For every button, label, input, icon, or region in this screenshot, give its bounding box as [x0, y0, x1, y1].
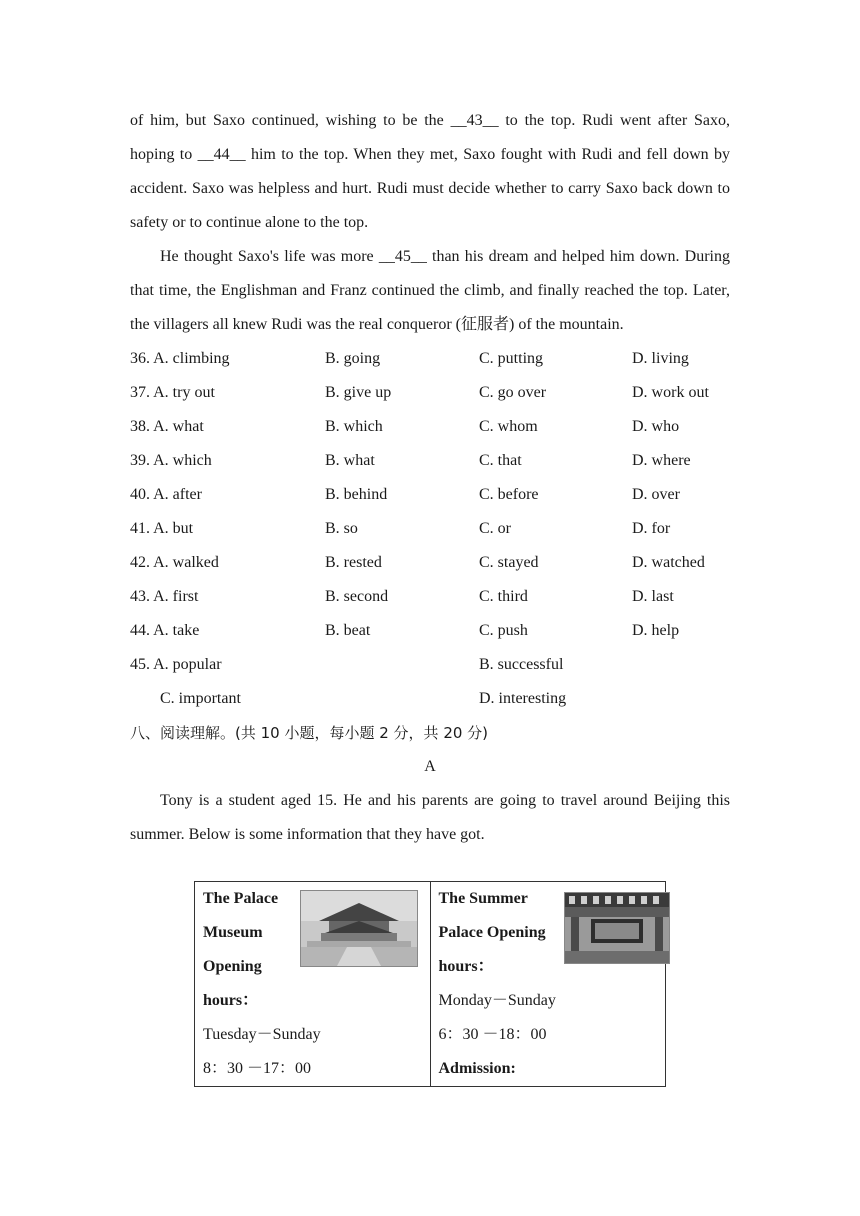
palace-museum-time: 8：30 －17：00 [203, 1060, 312, 1077]
option-c: C. important [160, 690, 241, 707]
option-a: 44. A. take [130, 622, 200, 639]
option-d: D. interesting [479, 690, 567, 707]
option-c: C. stayed [479, 554, 539, 571]
option-c: C. putting [479, 350, 544, 367]
summer-palace-days: Monday－Sunday [438, 992, 556, 1009]
option-a: 37. A. try out [130, 384, 215, 401]
option-d: D. work out [632, 384, 709, 401]
option-d: D. last [632, 588, 674, 605]
option-d: D. over [632, 486, 680, 503]
option-b: B. going [325, 350, 381, 367]
section-heading: 八、阅读理解。(共 10 小题，每小题 2 分，共 20 分) [130, 724, 489, 742]
option-a: 42. A. walked [130, 554, 219, 571]
question-row [130, 614, 730, 648]
palace-museum-photo [300, 890, 418, 967]
option-d: D. help [632, 622, 680, 639]
question-row [130, 546, 730, 580]
question-row [130, 444, 730, 478]
option-b: B. behind [325, 486, 388, 503]
option-a: 45. A. popular [130, 656, 222, 673]
option-a: 40. A. after [130, 486, 202, 503]
option-a: 36. A. climbing [130, 350, 230, 367]
passage-intro: Tony is a student aged 15. He and his parents are going to travel around Beijing this summer. Below is some information that they have got. [130, 792, 730, 843]
document-page [130, 104, 730, 1077]
option-d: D. watched [632, 554, 705, 571]
option-c: C. push [479, 622, 528, 639]
option-d: D. where [632, 452, 691, 469]
option-b: B. beat [325, 622, 371, 639]
option-c: C. that [479, 452, 522, 469]
question-row [130, 342, 730, 376]
passage-paragraph-1: of him, but Saxo continued, wishing to be the __43__ to the top. Rudi went after Saxo, hoping to __44__ him to the top. When they met, Saxo fought with Rudi and fell down by accident. Saxo was helpless and hurt. Rudi must decide whether to carry Saxo back down to safety or to continue alone to the top. [130, 112, 730, 231]
option-d: D. living [632, 350, 689, 367]
question-row [130, 410, 730, 444]
option-a: 43. A. first [130, 588, 199, 605]
passage-letter: A [424, 758, 436, 775]
palace-museum-days: Tuesday－Sunday [203, 1026, 321, 1043]
option-d: D. who [632, 418, 680, 435]
summer-palace-photo [564, 892, 670, 964]
option-c: C. before [479, 486, 539, 503]
option-b: B. give up [325, 384, 392, 401]
option-d: D. for [632, 520, 671, 537]
option-c: C. or [479, 520, 511, 537]
question-row [130, 580, 730, 614]
question-row [130, 478, 730, 512]
option-b: B. what [325, 452, 375, 469]
palace-museum-cell [195, 882, 431, 1087]
option-b: B. second [325, 588, 389, 605]
summer-palace-time: 6：30 －18：00 [438, 1026, 547, 1043]
summer-palace-title-line: Palace Opening [438, 924, 546, 941]
info-table [194, 881, 666, 1087]
summer-palace-admission: Admission: [438, 1060, 516, 1077]
option-b: B. so [325, 520, 358, 537]
passage-paragraph-2: He thought Saxo's life was more __45__ than his dream and helped him down. During that time, the Englishman and Franz continued the climb, and finally reached the top. Later, the villagers all knew Rudi was the real conqueror (征服者) of the mountain. [130, 248, 730, 333]
option-c: C. go over [479, 384, 547, 401]
palace-museum-title-line: The Palace [203, 890, 279, 907]
option-b: B. successful [479, 656, 564, 673]
option-a: 41. A. but [130, 520, 194, 537]
question-row-45-cont [130, 682, 730, 716]
question-row [130, 512, 730, 546]
option-a: 39. A. which [130, 452, 212, 469]
question-row [130, 376, 730, 410]
palace-museum-title-line: hours： [203, 992, 259, 1009]
palace-museum-title-line: Opening [203, 958, 262, 975]
option-b: B. rested [325, 554, 382, 571]
summer-palace-cell [430, 882, 666, 1087]
option-c: C. third [479, 588, 528, 605]
option-c: C. whom [479, 418, 538, 435]
palace-museum-title-line: Museum [203, 924, 263, 941]
question-row-45 [130, 648, 730, 682]
cloze-options [130, 342, 730, 716]
option-a: 38. A. what [130, 418, 204, 435]
summer-palace-title-line: hours： [438, 958, 494, 975]
option-b: B. which [325, 418, 383, 435]
summer-palace-title-line: The Summer [438, 890, 528, 907]
